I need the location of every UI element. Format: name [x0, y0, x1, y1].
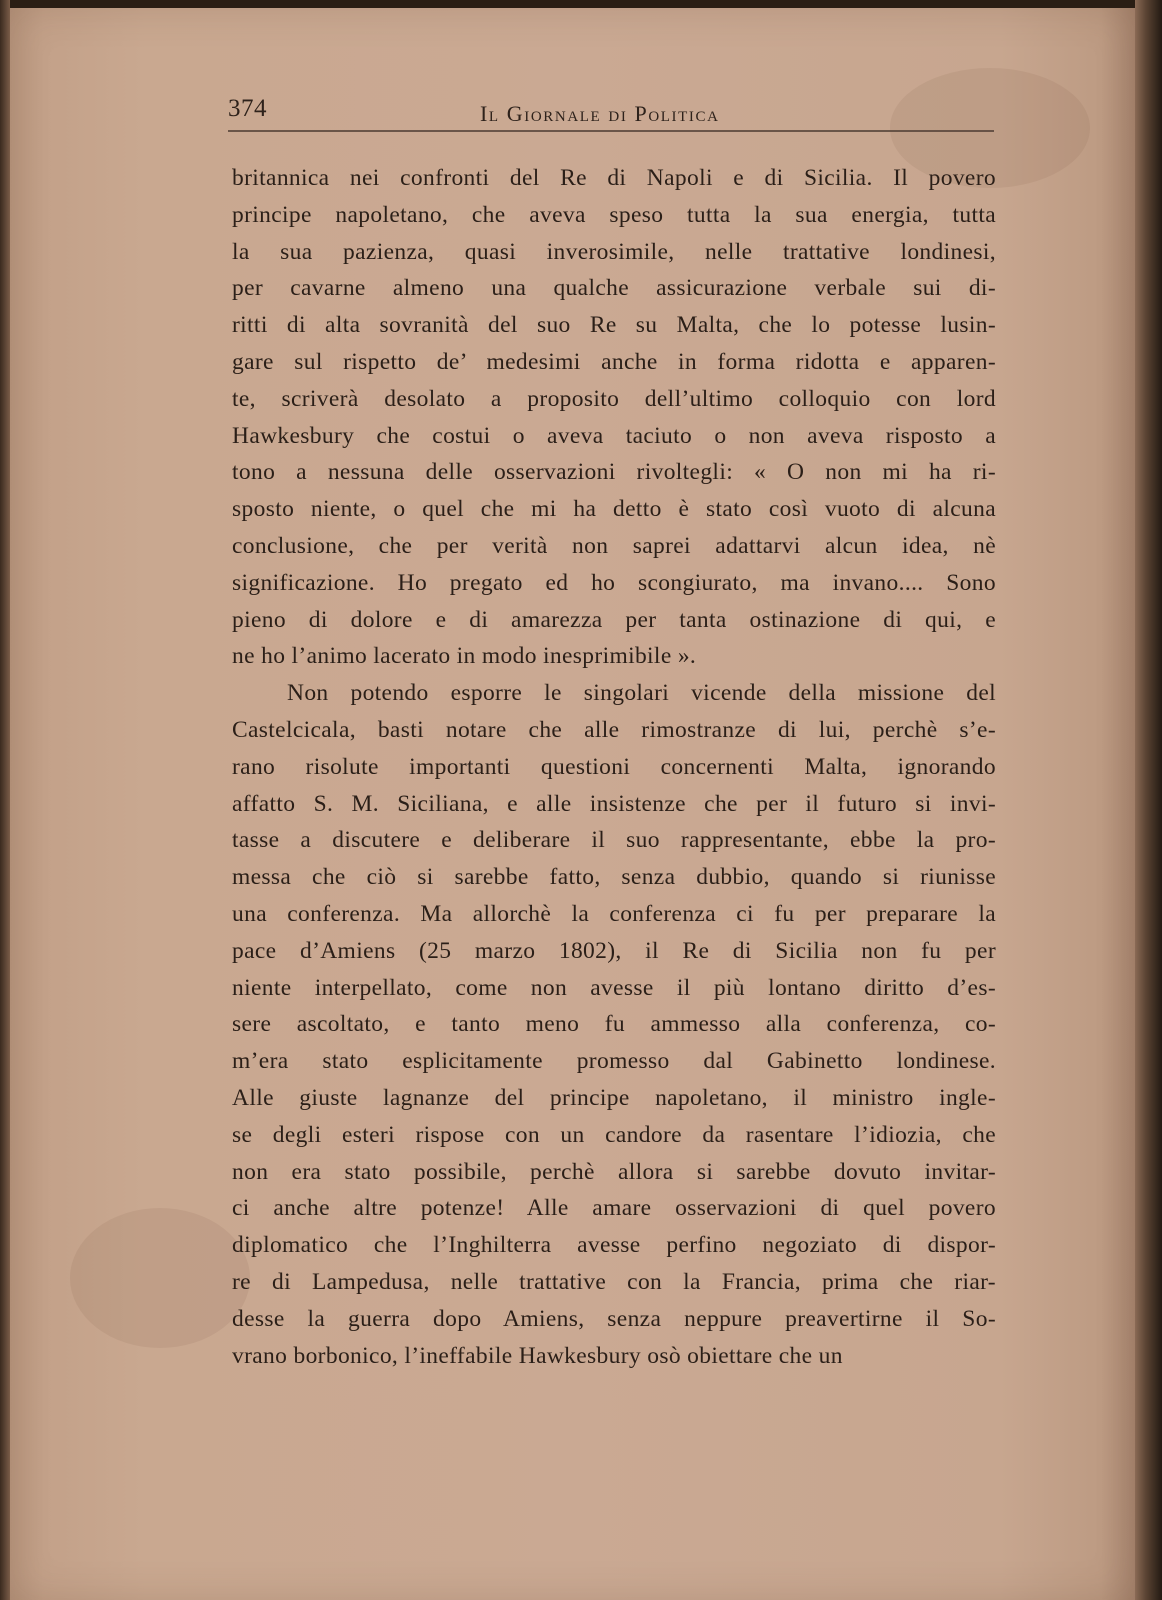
text-line: diplomatico che l’Inghilterra avesse perfino negoziato di dispor- [232, 1232, 996, 1259]
text-line: non era stato possibile, perchè allora si sarebbe dovuto invitar- [232, 1158, 996, 1185]
text-line: conclusione, che per verità non saprei adattarvi alcun idea, nè [232, 532, 996, 559]
page-header [228, 95, 994, 131]
text-line: Castelcicala, basti notare che alle rimostranze di lui, perchè s’e- [232, 716, 996, 743]
text-line: affatto S. M. Siciliana, e alle insistenze che per il futuro si invi- [232, 790, 996, 817]
text-line: per cavarne almeno una qualche assicurazione verbale sui di- [232, 275, 996, 302]
paper-stain [70, 1208, 250, 1348]
text-line: la sua pazienza, quasi inverosimile, nelle trattative londinesi, [232, 238, 996, 265]
text-line: re di Lampedusa, nelle trattative con la Francia, prima che riar- [232, 1268, 996, 1295]
text-line: ne ho l’animo lacerato in modo inesprimibile ». [232, 643, 697, 670]
text-line: tono a nessuna delle osservazioni rivoltegli: « O non mi ha ri- [232, 459, 996, 486]
page-number: 374 [228, 95, 267, 122]
text-line: Alle giuste lagnanze del principe napoletano, il ministro ingle- [232, 1084, 996, 1111]
text-line: pieno di dolore e di amarezza per tanta ostinazione di qui, e [232, 606, 996, 633]
paragraph [232, 675, 996, 1374]
book-spine-edge [0, 0, 10, 1600]
text-line: britannica nei confronti del Re di Napoli e di Sicilia. Il povero [232, 165, 996, 191]
text-line: te, scriverà desolato a proposito dell’ultimo colloquio con lord [232, 385, 996, 412]
text-line: Hawkesbury che costui o aveva taciuto o non aveva risposto a [232, 422, 996, 449]
text-line: una conferenza. Ma allorchè la conferenza ci fu per preparare la [232, 900, 996, 927]
text-line: vrano borbonico, l’ineffabile Hawkesbury osò obiettare che un [232, 1342, 843, 1369]
text-line: ci anche altre potenze! Alle amare osservazioni di quel povero [232, 1195, 996, 1222]
text-line: Non potendo esporre le singolari vicende della missione del [287, 680, 996, 707]
page-right-edge [1135, 0, 1162, 1600]
body-text [232, 160, 996, 1374]
text-line: principe napoletano, che aveva speso tutta la sua energia, tutta [232, 201, 996, 228]
text-line: niente interpellato, come non avesse il più lontano diritto d’es- [232, 974, 996, 1001]
running-head: Il Giornale di Politica [480, 101, 720, 126]
text-line: desse la guerra dopo Amiens, senza neppure preavertirne il So- [232, 1305, 996, 1332]
paragraph [232, 160, 996, 675]
text-line: tasse a discutere e deliberare il suo rappresentante, ebbe la pro- [232, 827, 996, 854]
text-line: rano risolute importanti questioni concernenti Malta, ignorando [232, 753, 996, 780]
text-line: se degli esteri rispose con un candore da rasentare l’idiozia, che [232, 1121, 996, 1148]
text-line: gare sul rispetto de’ medesimi anche in forma ridotta e apparen- [232, 348, 996, 375]
text-line: pace d’Amiens (25 marzo 1802), il Re di Sicilia non fu per [232, 937, 996, 964]
text-line: sposto niente, o quel che mi ha detto è stato così vuoto di alcuna [232, 496, 996, 523]
text-line: sere ascoltato, e tanto meno fu ammesso alla conferenza, co- [232, 1011, 996, 1038]
text-line: messa che ciò si sarebbe fatto, senza dubbio, quando si riunisse [232, 864, 996, 891]
text-line: m’era stato esplicitamente promesso dal Gabinetto londinese. [232, 1048, 996, 1075]
text-line: significazione. Ho pregato ed ho scongiurato, ma invano.... Sono [232, 569, 996, 596]
header-rule [228, 130, 994, 132]
text-line: ritti di alta sovranità del suo Re su Malta, che lo potesse lusin- [232, 312, 996, 339]
